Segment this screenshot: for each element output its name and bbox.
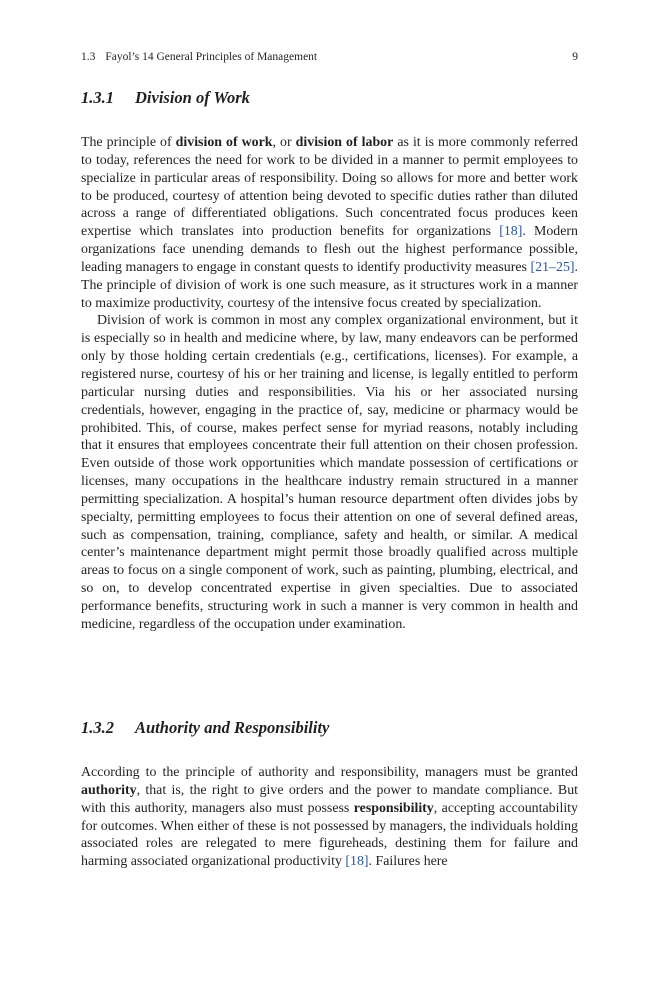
key-term: division of labor: [295, 135, 394, 150]
section-number: 1.3.1: [81, 88, 114, 107]
running-head-section-title: Fayol’s 14 General Principles of Management: [105, 51, 318, 63]
text-run: as it is more commonly referred to today, references the need for work to be divided in a manner to permit employees to specialize in particular areas of responsibility. Doing so allows for more and better work to be produced, courtesy of attention being devoted to specific duties rather than diluted across a range of differentiated obligations. Such concentrated focus produces keen expertise which translates into production benefits for organizations: [81, 135, 578, 240]
paragraph: [81, 312, 578, 633]
text-run: According to the principle of authority and responsibility, managers must be granted: [81, 765, 578, 780]
text-run: , that is, the right to give orders and the power to mandate compliance. But with this authority, managers also must possess: [81, 782, 578, 816]
text-run: . Modern organizations face unending demands to flesh out the highest performance possible, leading managers to engage in constant quests to identify productivity measures: [81, 224, 578, 275]
running-head: [81, 51, 578, 63]
citation-link[interactable]: [18]: [499, 224, 523, 240]
key-term: responsibility: [353, 800, 434, 816]
text-run: . Failures here: [368, 854, 448, 870]
section-body-division-of-work: [81, 134, 578, 634]
section-heading-division-of-work: [81, 88, 578, 108]
section-number: 1.3.2: [81, 718, 114, 737]
key-term: division of work: [175, 135, 273, 150]
paragraph: [81, 764, 578, 871]
text-run: Division of work is common in most any complex organizational environment, but it is especially so in health and medicine where, by law, many endeavors can be performed only by those holding certain credentials (e.g., certifications, licenses). For example, a registered nurse, courtesy of his or her training and license, is legally entitled to perform particular nursing duties and responsibilities. Via his or her associated nursing credentials, however, engaging in the practice of, say, medicine or pharmacy would be prohibited. This, of course, makes perfect sense for myriad reasons, notably including that it ensures that employees concentrate their full attention on their chosen profession. Even outside of those work opportunities which mandate possession of certifications or licenses, many occupations in the healthcare industry remain structured in a manner permitting specialization. A hospital’s human resource department often divides jobs by specialty, permitting employees to focus their attention on one of several defined areas, such as compensation, training, compliance, safety and health, or similar. A medical center’s maintenance department might permit those broadly qualified across multiple areas to focus on a single component of work, such as painting, plumbing, electrical, and so on, to develop concentrated expertise in given specialties. Due to associated performance benefits, structuring work in such a manner is very common in health and medicine, regardless of the occupation under examination.: [81, 313, 578, 632]
section-title: Authority and Responsibility: [135, 718, 330, 737]
page-number: 9: [572, 51, 578, 63]
text-run: , or: [272, 135, 296, 150]
citation-link[interactable]: [18]: [345, 854, 369, 870]
text-run: , accepting accountability for outcomes. When either of these is not possessed by managers, the individuals holding associated roles are relegated to mere figureheads, destining them for failure and harming associated organizational productivity: [81, 800, 578, 870]
paragraph: [81, 134, 578, 312]
text-run: The principle of: [81, 135, 176, 150]
section-title: Division of Work: [135, 88, 250, 107]
running-head-section-number: 1.3: [81, 51, 96, 63]
section-heading-authority-and-responsibility: [81, 718, 578, 738]
section-body-authority-and-responsibility: [81, 764, 578, 871]
key-term: authority: [81, 782, 137, 798]
text-run: . The principle of division of work is one such measure, as it structures work in a manner to maximize productivity, courtesy of the intensive focus created by specialization.: [81, 259, 578, 311]
citation-link[interactable]: [21–25]: [530, 259, 575, 275]
